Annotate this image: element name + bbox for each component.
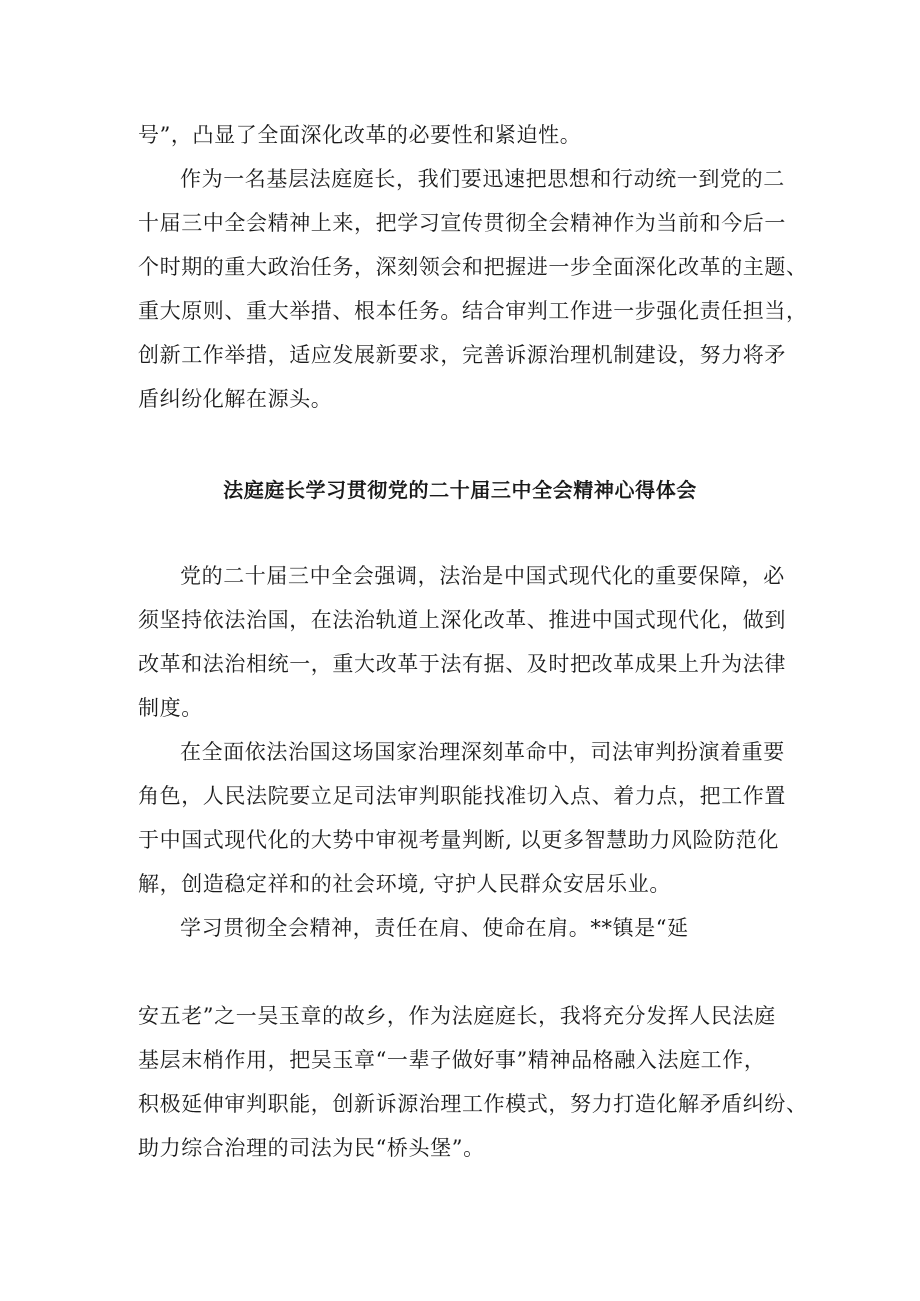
text-line: 改革和法治相统一，重大改革于法有据、及时把改革成果上升为法律: [138, 652, 786, 676]
text-line: 学习贯彻全会精神，责任在肩、使命在肩。**镇是“延: [180, 916, 689, 940]
text-line: 助力综合治理的司法为民“桥头堡”。: [138, 1136, 485, 1160]
text-line: 于中国式现代化的大势中审视考量判断, 以更多智慧助力风险防范化: [138, 828, 779, 852]
text-line: 重大原则、重大举措、根本任务。结合审判工作进一步强化责任担当，: [138, 299, 808, 323]
text-line: 作为一名基层法庭庭长，我们要迅速把思想和行动统一到党的二: [180, 167, 785, 191]
text-line: 解，创造稳定祥和的社会环境, 守护人民群众安居乐业。: [138, 872, 671, 896]
text-line: 号”，凸显了全面深化改革的必要性和紧迫性。: [138, 123, 582, 147]
text-line: 在全面依法治国这场国家治理深刻革命中，司法审判扮演着重要: [180, 740, 785, 764]
text-line: 盾纠纷化解在源头。: [138, 387, 333, 411]
text-line: 角色，人民法院要立足司法审判职能找准切入点、着力点，把工作置: [138, 784, 786, 808]
text-line: 安五老”之一吴玉章的故乡，作为法庭庭长，我将充分发挥人民法庭: [138, 1004, 776, 1028]
text-line: 积极延伸审判职能，创新诉源治理工作模式，努力打造化解矛盾纠纷、: [138, 1092, 808, 1116]
text-line: 十届三中全会精神上来，把学习宣传贯彻全会精神作为当前和今后一: [138, 211, 786, 235]
text-line: 个时期的重大政治任务，深刻领会和把握进一步全面深化改革的主题、: [138, 255, 808, 279]
text-line: 须坚持依法治国，在法治轨道上深化改革、推进中国式现代化，做到: [138, 608, 786, 632]
text-line: 创新工作举措，适应发展新要求，完善诉源治理机制建设，努力将矛: [138, 343, 786, 367]
text-line: 基层末梢作用，把吴玉章“一辈子做好事”精神品格融入法庭工作，: [138, 1048, 766, 1072]
text-line: 党的二十届三中全会强调，法治是中国式现代化的重要保障，必: [180, 564, 785, 588]
text-line: 制度。: [138, 696, 203, 720]
section-heading: 法庭庭长学习贯彻党的二十届三中全会精神心得体会: [223, 478, 697, 502]
